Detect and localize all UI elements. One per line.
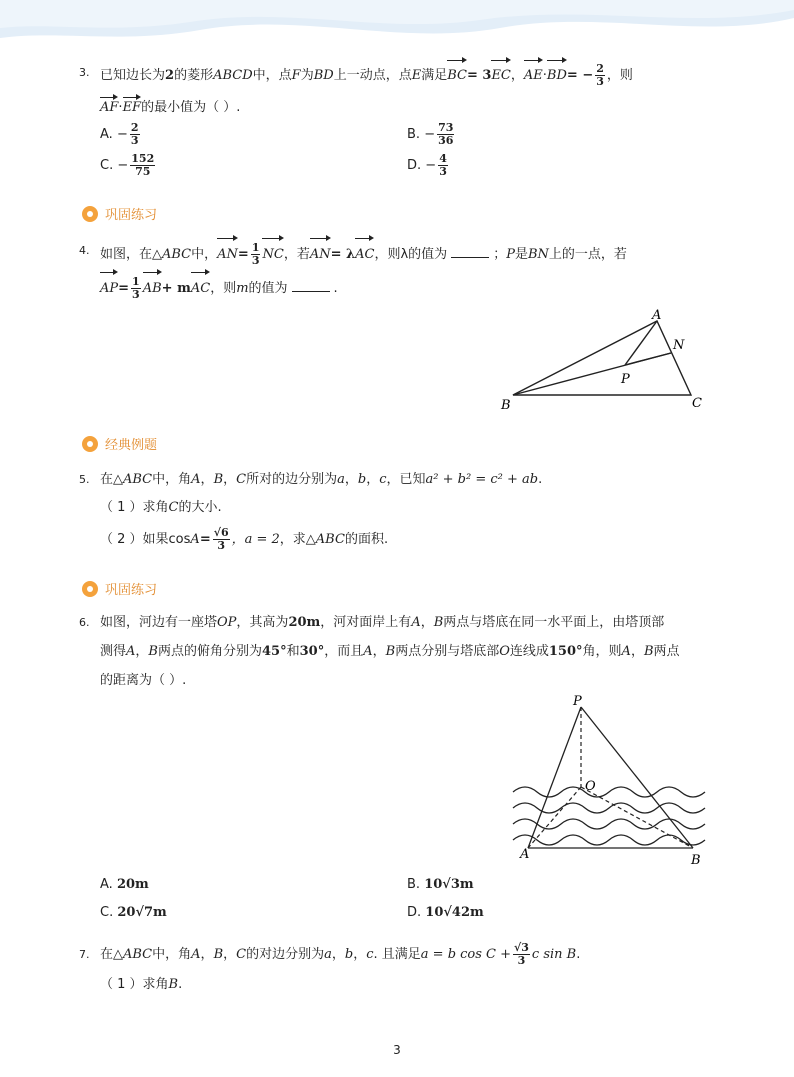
- segment-pa: [528, 707, 581, 848]
- label-n: N: [673, 338, 685, 353]
- tower-figure: [505, 692, 720, 872]
- math: a: [324, 947, 332, 962]
- math: BN: [527, 247, 549, 262]
- math: B: [385, 644, 396, 659]
- text: ；: [493, 247, 507, 262]
- option-c[interactable]: [100, 151, 157, 181]
- section-header-examples: [82, 434, 157, 453]
- question-6: [79, 614, 90, 632]
- option-label: A.: [100, 127, 113, 142]
- text: 为: [300, 68, 314, 83]
- text: （ 1 ）求角: [100, 500, 169, 515]
- math: A: [190, 532, 200, 547]
- option-label: C.: [100, 158, 114, 173]
- text: ，: [135, 644, 149, 659]
- question-7: [79, 946, 90, 964]
- label-a: A: [520, 847, 530, 862]
- math: C: [168, 500, 179, 515]
- math: ABC: [123, 947, 153, 962]
- math: A: [621, 644, 631, 659]
- text: ，则: [210, 281, 237, 296]
- math: = −: [566, 68, 594, 83]
- math: −: [425, 158, 437, 173]
- answer-blank[interactable]: [292, 279, 330, 292]
- vector: BD: [547, 60, 567, 90]
- math: B: [643, 644, 654, 659]
- math: −: [424, 127, 436, 142]
- text: 在△: [100, 472, 123, 487]
- text: 两点的俯角分别为: [157, 644, 262, 659]
- denominator: 75: [135, 165, 151, 178]
- question-number: 7.: [79, 948, 90, 961]
- text: 连线成: [509, 644, 549, 659]
- vector: AC: [355, 238, 374, 270]
- option-a[interactable]: [100, 120, 142, 150]
- math: m: [236, 281, 249, 296]
- label-c: C: [692, 396, 702, 411]
- vector: BC: [447, 60, 467, 90]
- triangle-figure: [495, 303, 720, 415]
- math: OP: [217, 615, 237, 630]
- option-label: C.: [100, 905, 114, 920]
- text: ，: [223, 947, 237, 962]
- equation: a² + b² = c² + ab: [425, 472, 539, 487]
- math: = λ: [330, 247, 356, 262]
- math: b: [344, 947, 354, 962]
- text: ，已知: [386, 472, 426, 487]
- math: 2: [165, 68, 175, 83]
- fraction: [130, 153, 155, 178]
- vector: AN: [217, 238, 238, 270]
- text: 和: [286, 644, 300, 659]
- question-7-part-1: [100, 976, 182, 994]
- label-b: B: [501, 398, 511, 413]
- math: ABC: [123, 472, 153, 487]
- math: C: [236, 472, 247, 487]
- math: ·: [542, 68, 547, 83]
- math: = 3: [466, 68, 492, 83]
- math: E: [411, 68, 422, 83]
- question-number: 5.: [79, 473, 90, 486]
- fraction: [513, 942, 530, 967]
- text: ，则λ的值为: [374, 247, 448, 262]
- text: ，若: [283, 247, 310, 262]
- math: A: [126, 644, 136, 659]
- math: 45°: [262, 644, 287, 659]
- question-6-line-3: [100, 672, 186, 690]
- math: a: [337, 472, 345, 487]
- math: O: [499, 644, 510, 659]
- option-b[interactable]: [407, 876, 474, 894]
- text: ，: [510, 68, 524, 83]
- numerator: 2: [130, 121, 139, 134]
- text: 测得: [100, 644, 127, 659]
- math: BD: [313, 68, 334, 83]
- question-5: [79, 471, 90, 489]
- math: 150°: [548, 644, 583, 659]
- option-label: B.: [407, 877, 421, 892]
- section-header-practice-1: [82, 204, 157, 223]
- text: ，: [420, 615, 434, 630]
- text: .: [538, 472, 543, 487]
- math: B: [168, 977, 179, 992]
- math: c: [366, 947, 374, 962]
- math: =: [199, 532, 211, 547]
- equation: c sin B: [531, 947, 577, 962]
- numerator: 2: [596, 62, 604, 75]
- math: ABC: [162, 247, 192, 262]
- text: ，: [366, 472, 380, 487]
- text: ，求△: [279, 532, 316, 547]
- text: ，: [331, 947, 345, 962]
- option-value: 20m: [116, 877, 149, 892]
- text: 的大小.: [178, 500, 222, 515]
- page-number: 3: [393, 1043, 401, 1057]
- text: 的最小值为（ ）.: [141, 100, 241, 115]
- numerator: 73: [438, 121, 454, 134]
- numerator: 1: [251, 241, 260, 254]
- text: 所对的边分别为: [246, 472, 338, 487]
- text: 已知边长为: [100, 68, 166, 83]
- denominator: 3: [596, 75, 604, 88]
- math: ，a = 2: [231, 532, 280, 547]
- section-title: 巩固练习: [105, 583, 158, 598]
- fraction: [130, 122, 140, 147]
- denominator: 3: [517, 954, 526, 967]
- question-5-part-1: [100, 499, 222, 517]
- text: 的对边分别为: [246, 947, 325, 962]
- math: A: [363, 644, 373, 659]
- segment-ob: [581, 787, 693, 848]
- answer-blank[interactable]: [451, 245, 489, 258]
- text: ，: [353, 947, 367, 962]
- text: 两点: [653, 644, 680, 659]
- math: =: [237, 247, 249, 262]
- question-number: 4.: [79, 244, 90, 257]
- text: 角，则: [582, 644, 622, 659]
- label-a: A: [652, 308, 662, 323]
- fraction: [595, 63, 605, 88]
- fraction: [438, 153, 448, 178]
- water-wave-1: [513, 787, 705, 797]
- label-b: B: [691, 853, 701, 868]
- denominator: 3: [217, 539, 225, 552]
- vector: EF: [123, 97, 142, 117]
- option-label: D.: [407, 158, 422, 173]
- text: 是: [514, 247, 528, 262]
- text: 的值为: [248, 281, 288, 296]
- question-number: 3.: [79, 66, 90, 79]
- math: A: [191, 472, 201, 487]
- text: 两点分别与塔底部: [395, 644, 500, 659]
- equation: a = b cos C +: [420, 947, 512, 962]
- triangle-abc: [513, 321, 691, 395]
- math: B: [213, 472, 224, 487]
- fraction: [213, 527, 230, 552]
- option-c[interactable]: [100, 904, 167, 922]
- denominator: 3: [132, 288, 140, 301]
- header-wave-decoration: [0, 0, 794, 60]
- denominator: 3: [439, 165, 447, 178]
- text: ，: [200, 472, 214, 487]
- label-p: P: [573, 694, 582, 709]
- text: ，: [372, 644, 386, 659]
- text: 如图，在△: [100, 247, 162, 262]
- text: .: [576, 947, 581, 962]
- numerator: √6: [213, 526, 229, 539]
- math: A: [411, 615, 421, 630]
- vector: NC: [262, 238, 283, 270]
- lightbulb-icon: [82, 436, 98, 452]
- option-value: 20√7m: [117, 905, 167, 920]
- numerator: 4: [439, 152, 447, 165]
- math: c: [379, 472, 387, 487]
- text: .: [178, 977, 183, 992]
- fraction: [437, 122, 454, 147]
- numerator: √3: [514, 941, 529, 954]
- text: ，河对面岸上有: [320, 615, 412, 630]
- option-a[interactable]: [100, 876, 149, 894]
- vector: AB: [143, 272, 162, 304]
- vector: AE: [524, 60, 543, 90]
- text: .: [333, 281, 338, 296]
- vector: AC: [191, 272, 210, 304]
- option-label: B.: [407, 127, 421, 142]
- math: + m: [161, 281, 191, 296]
- section-title: 巩固练习: [105, 208, 158, 223]
- lightbulb-icon: [82, 581, 98, 597]
- text: （ 1 ）求角: [100, 977, 169, 992]
- question-5-part-2: [100, 523, 388, 557]
- lightbulb-icon: [82, 206, 98, 222]
- math: −: [116, 127, 128, 142]
- denominator: 3: [251, 254, 260, 267]
- math: F: [291, 68, 301, 83]
- numerator: 152: [131, 152, 155, 165]
- text: 中，角: [152, 947, 192, 962]
- math: B: [213, 947, 224, 962]
- math: 20m: [288, 615, 321, 630]
- question-4-line-2: [100, 272, 338, 304]
- math: 30°: [299, 644, 325, 659]
- text: 两点与塔底在同一水平面上，由塔顶部: [443, 615, 665, 630]
- text: ，: [630, 644, 644, 659]
- section-header-practice-2: [82, 579, 157, 598]
- question-4: [79, 242, 90, 260]
- fraction: [131, 276, 141, 301]
- question-3: [79, 64, 90, 82]
- text: 的面积.: [344, 532, 389, 547]
- option-d[interactable]: [407, 151, 450, 181]
- option-b[interactable]: [407, 120, 456, 150]
- text: 在△: [100, 947, 123, 962]
- math: A: [191, 947, 201, 962]
- option-label: D.: [407, 905, 422, 920]
- text: 如图，河边有一座塔: [100, 615, 218, 630]
- text: 中，角: [152, 472, 192, 487]
- water-wave-4: [513, 835, 705, 845]
- option-label: A.: [100, 877, 113, 892]
- text: ，: [200, 947, 214, 962]
- denominator: 3: [130, 134, 139, 147]
- math: ·: [118, 100, 123, 115]
- math: B: [148, 644, 158, 659]
- question-6-line-1: [100, 614, 664, 632]
- vector: AP: [100, 272, 118, 304]
- text: ，其高为: [236, 615, 289, 630]
- question-4-line-1: [100, 238, 627, 270]
- text: 中，: [191, 247, 218, 262]
- label-o: O: [585, 779, 596, 794]
- text: 上的一点，若: [548, 247, 627, 262]
- math: B: [433, 615, 444, 630]
- math: −: [117, 158, 129, 173]
- question-7-stem: [100, 937, 580, 973]
- text: ，则: [606, 68, 633, 83]
- question-6-line-2: [100, 643, 680, 661]
- denominator: 36: [438, 134, 454, 147]
- text: 的菱形: [174, 68, 214, 83]
- math: C: [236, 947, 247, 962]
- option-d[interactable]: [407, 904, 484, 922]
- text: 上一动点，点: [333, 68, 412, 83]
- question-number: 6.: [79, 616, 90, 629]
- vector: EC: [491, 60, 510, 90]
- math: b: [357, 472, 367, 487]
- vector: AF: [100, 97, 118, 117]
- section-title: 经典例题: [105, 438, 158, 453]
- fraction: [251, 242, 261, 267]
- option-value: 10√42m: [425, 905, 484, 920]
- numerator: 1: [132, 275, 140, 288]
- vector: AN: [310, 238, 331, 270]
- option-value: 10√3m: [424, 877, 474, 892]
- text: （ 2 ）如果cos: [100, 532, 191, 547]
- question-3-line-1: [100, 60, 633, 90]
- math: P: [506, 247, 515, 262]
- text: ，而且: [324, 644, 364, 659]
- text: 中，点: [252, 68, 292, 83]
- math: ABCD: [213, 68, 253, 83]
- text: ，: [344, 472, 358, 487]
- math: ABC: [315, 532, 345, 547]
- label-p: P: [621, 372, 630, 387]
- math: =: [118, 281, 130, 296]
- text: ，: [223, 472, 237, 487]
- text: 满足: [421, 68, 448, 83]
- question-3-line-2: [100, 97, 240, 117]
- text: . 且满足: [373, 947, 421, 962]
- question-5-stem: [100, 471, 542, 489]
- text: 的距离为（ ）.: [100, 673, 187, 688]
